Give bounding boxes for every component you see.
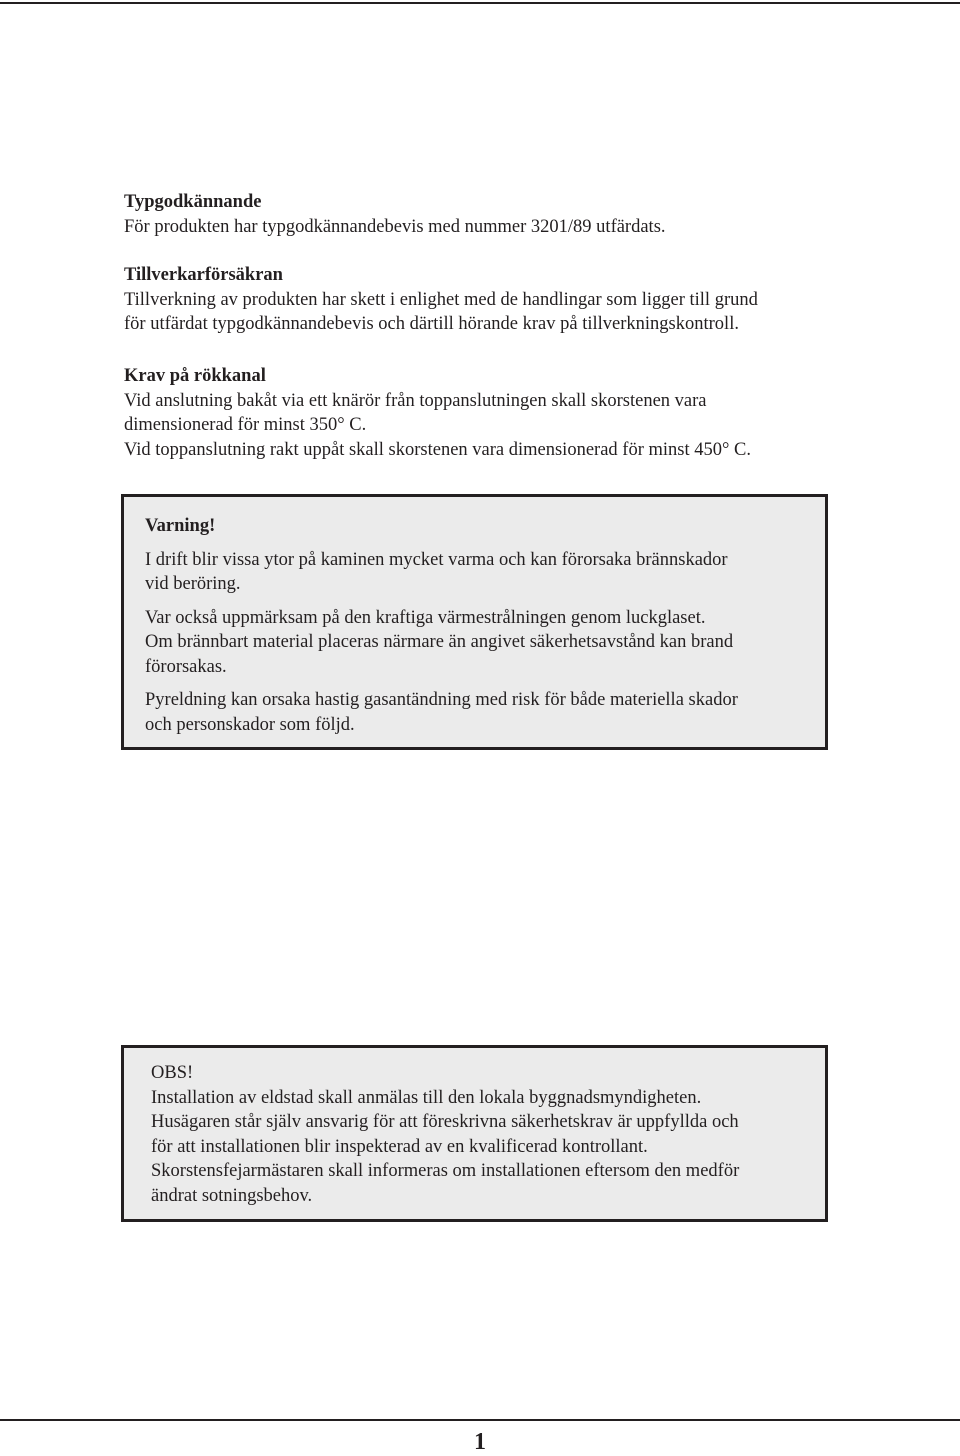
section-text-line: Vid anslutning bakåt via ett knärör från toppanslutningen skall skorstenen vara <box>124 390 707 411</box>
obs-text-line: Installation av eldstad skall anmälas till den lokala byggnadsmyndigheten. <box>151 1087 702 1108</box>
section-heading: Krav på rökkanal <box>124 366 266 386</box>
obs-text-line: Skorstensfejarmästaren skall informeras om installationen eftersom den medför <box>151 1161 740 1181</box>
obs-text-line: Husägaren står själv ansvarig för att föreskrivna säkerhetskrav är uppfyllda och <box>151 1112 739 1132</box>
warning-text-line: förorsakas. <box>145 656 227 677</box>
warning-text-line: vid beröring. <box>145 574 241 594</box>
section-heading: Tillverkarförsäkran <box>124 265 283 285</box>
section-heading: Typgodkännande <box>124 192 262 212</box>
section-text-line: För produkten har typgodkännandebevis med nummer 3201/89 utfärdats. <box>124 216 666 237</box>
warning-text-line: I drift blir vissa ytor på kaminen mycket varma och kan förorsaka brännskador <box>145 549 728 570</box>
obs-box <box>121 1045 828 1222</box>
section-text-line: dimensionerad för minst 350° C. <box>124 415 367 435</box>
warning-title: Varning! <box>145 516 216 536</box>
warning-text-line: Var också uppmärksam på den kraftiga värmestrålningen genom luckglaset. <box>145 607 706 628</box>
obs-text-line: ändrat sotningsbehov. <box>151 1185 313 1206</box>
section-text-line: för utfärdat typgodkännandebevis och därtill hörande krav på tillverkningskontroll. <box>124 314 739 334</box>
obs-text-line: för att installationen blir inspekterad av en kvalificerad kontrollant. <box>151 1136 648 1157</box>
page-number: 1 <box>474 1429 486 1455</box>
section-text-line: Vid toppanslutning rakt uppåt skall skorstenen vara dimensionerad för minst 450° C. <box>124 439 751 460</box>
section-text-line: Tillverkning av produkten har skett i enlighet med de handlingar som ligger till grund <box>124 289 758 310</box>
bottom-rule <box>0 1419 960 1421</box>
warning-text-line: och personskador som följd. <box>145 714 355 735</box>
warning-box <box>121 494 828 750</box>
section-typgodkannande <box>124 190 844 239</box>
top-rule <box>0 2 960 4</box>
section-krav-pa-rokkanal <box>124 364 844 462</box>
obs-title: OBS! <box>151 1063 194 1083</box>
section-tillverkarforsakran <box>124 263 844 337</box>
warning-text-line: Pyreldning kan orsaka hastig gasantändning med risk för både materiella skador <box>145 690 738 710</box>
warning-text-line: Om brännbart material placeras närmare än angivet säkerhetsavstånd kan brand <box>145 632 734 652</box>
